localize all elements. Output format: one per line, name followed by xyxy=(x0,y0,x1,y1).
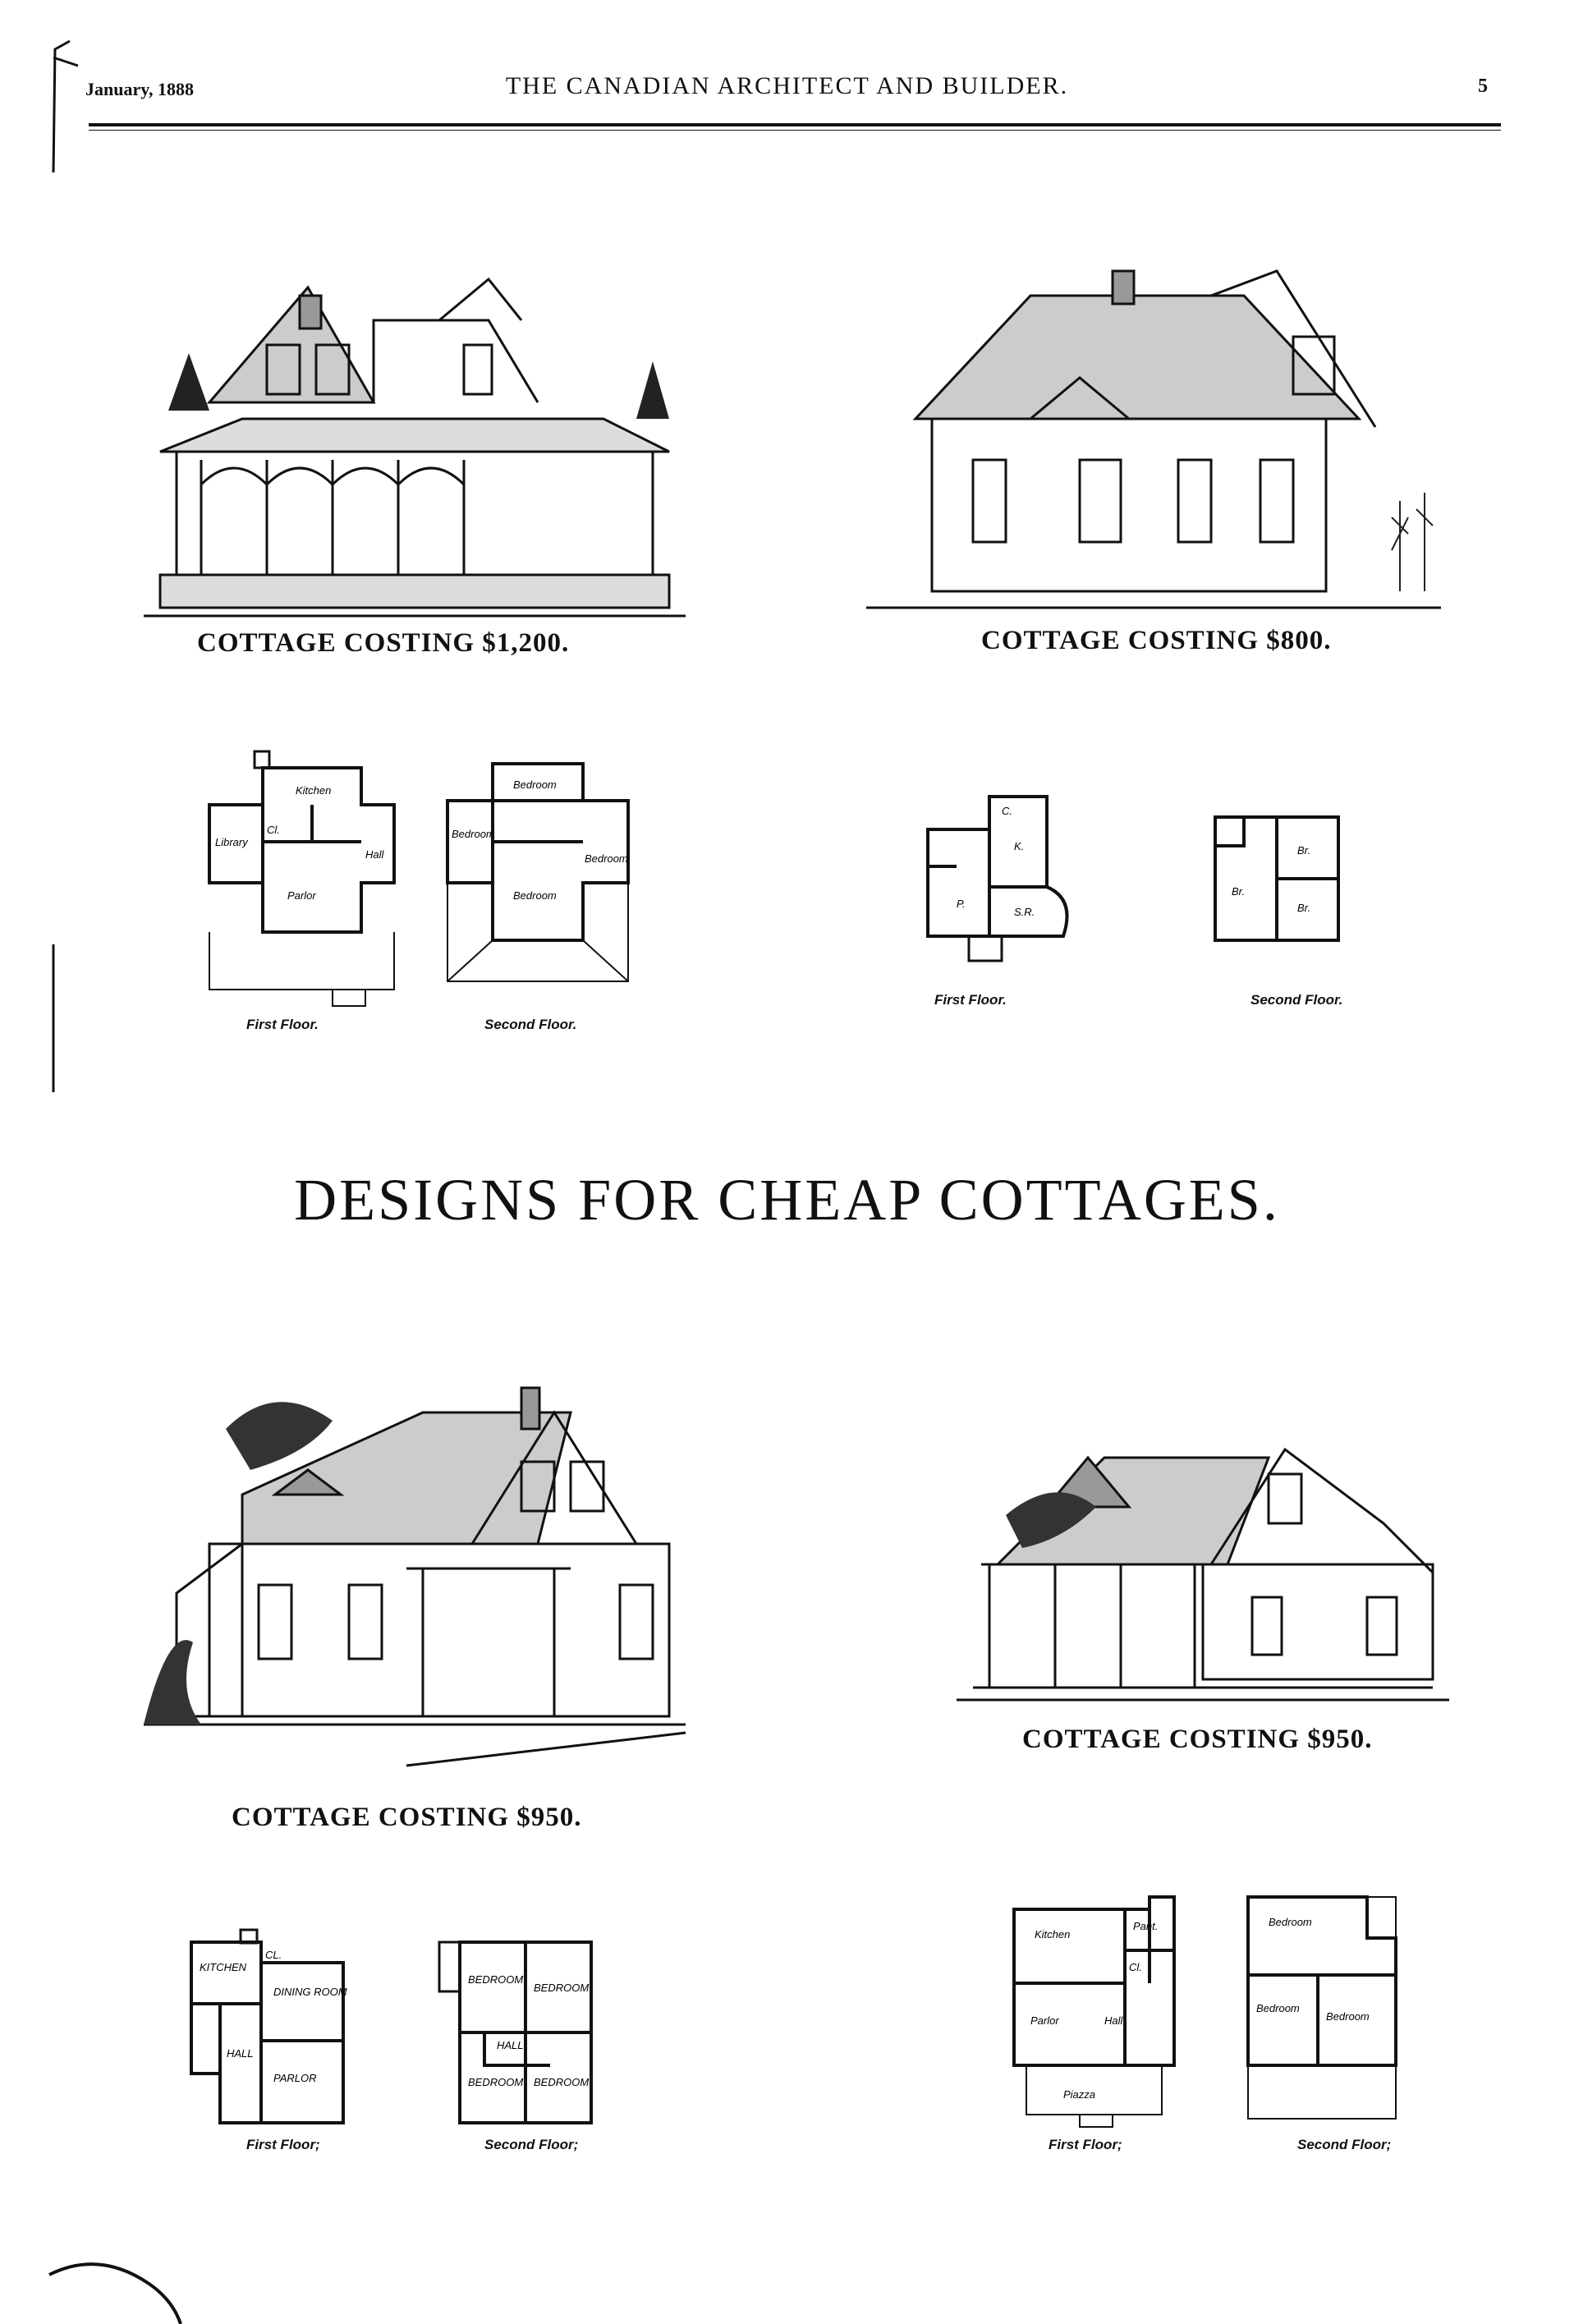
floor-label: First Floor; xyxy=(246,2137,320,2152)
room-label: Br. xyxy=(1232,885,1246,898)
issue-date: January, 1888 xyxy=(85,79,195,99)
cottage-illustration xyxy=(144,1380,686,1815)
room-label: PARLOR xyxy=(273,2072,317,2084)
cottage-illustration xyxy=(866,271,1441,624)
room-label: P. xyxy=(957,898,966,910)
design-caption: COTTAGE COSTING $950. xyxy=(1022,1725,1373,1754)
floor-plan-second xyxy=(435,1934,599,2131)
room-label: CL. xyxy=(265,1949,282,1961)
room-label: C. xyxy=(1002,805,1012,817)
design-caption: COTTAGE COSTING $800. xyxy=(981,626,1332,655)
room-label: S.R. xyxy=(1014,906,1035,918)
room-label: Bedroom xyxy=(585,852,628,865)
room-label: Parlor xyxy=(287,889,316,902)
room-label: Hall xyxy=(365,848,384,861)
room-label: Parlor xyxy=(1030,2014,1059,2027)
room-label: HALL xyxy=(497,2039,524,2051)
room-label: Br. xyxy=(1297,902,1311,914)
room-label: Bedroom xyxy=(513,778,557,791)
room-label: BEDROOM xyxy=(534,2076,590,2088)
design-caption: COTTAGE COSTING $1,200. xyxy=(197,628,570,658)
cottage-illustration xyxy=(144,271,686,624)
room-label: Cl. xyxy=(1129,1961,1142,1973)
room-label: Bedroom xyxy=(1256,2002,1300,2014)
room-label: Bedroom xyxy=(1269,1916,1312,1928)
cottage-illustration xyxy=(957,1425,1449,1720)
floor-label: Second Floor; xyxy=(484,2137,579,2152)
header-rule xyxy=(89,123,1501,126)
floor-label: Second Floor; xyxy=(1297,2137,1392,2152)
room-label: BEDROOM xyxy=(468,2076,524,2088)
floor-plan-first xyxy=(205,743,402,990)
room-label: Pant. xyxy=(1133,1920,1159,1932)
page-main-title: DESIGNS FOR CHEAP COTTAGES. xyxy=(294,1167,1280,1233)
floor-plan-second xyxy=(1244,1889,1408,2127)
floor-plan-second xyxy=(1211,813,1342,944)
room-label: Bedroom xyxy=(452,828,495,840)
floor-label: Second Floor. xyxy=(484,1017,577,1032)
header-rule-thin xyxy=(89,130,1501,131)
page-edge-mark xyxy=(49,944,57,1092)
floor-label: First Floor. xyxy=(246,1017,319,1032)
page-edge-mark xyxy=(49,2250,181,2324)
room-label: K. xyxy=(1014,840,1025,852)
room-label: Library xyxy=(215,836,248,848)
page-edge-mark xyxy=(45,33,78,181)
floor-label: First Floor. xyxy=(934,992,1007,1008)
floor-plan-first xyxy=(924,788,1088,969)
room-label: BEDROOM xyxy=(534,1982,590,1994)
room-label: Kitchen xyxy=(1035,1928,1071,1940)
room-label: BEDROOM xyxy=(468,1973,524,1986)
room-label: KITCHEN xyxy=(200,1961,247,1973)
floor-plan-second xyxy=(443,760,632,990)
floor-label: Second Floor. xyxy=(1250,992,1343,1008)
room-label: Cl. xyxy=(267,824,280,836)
room-label: Bedroom xyxy=(1326,2010,1370,2023)
room-label: Piazza xyxy=(1063,2088,1096,2101)
design-caption: COTTAGE COSTING $950. xyxy=(232,1803,582,1832)
room-label: Kitchen xyxy=(296,784,332,797)
room-label: Br. xyxy=(1297,844,1311,857)
room-label: Hall xyxy=(1104,2014,1123,2027)
floor-plan-first xyxy=(1010,1889,1191,2127)
room-label: Bedroom xyxy=(513,889,557,902)
page-number: 5 xyxy=(1478,76,1488,97)
room-label: HALL xyxy=(227,2047,254,2060)
journal-title: THE CANADIAN ARCHITECT AND BUILDER. xyxy=(505,72,1069,99)
floor-plan-first xyxy=(187,1926,351,2131)
room-label: DINING ROOM xyxy=(273,1986,347,1998)
floor-label: First Floor; xyxy=(1049,2137,1122,2152)
